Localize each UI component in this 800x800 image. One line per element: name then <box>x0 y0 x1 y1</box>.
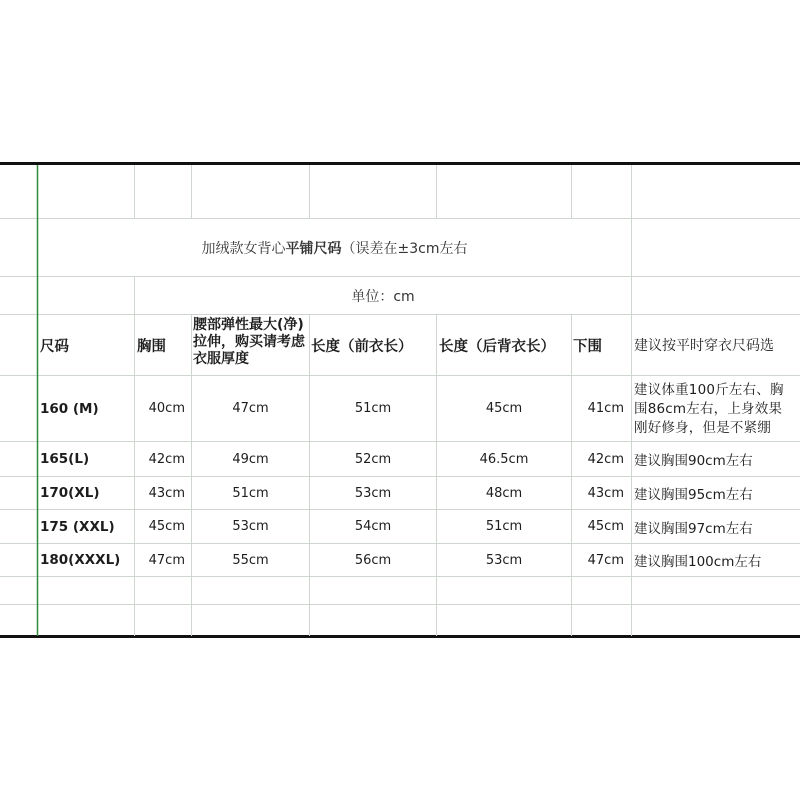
row4-hem: 45cm <box>587 519 624 534</box>
row3-chest: 43cm <box>148 485 185 501</box>
unit-label: 单位：cm <box>351 288 415 305</box>
row5-waist: 55cm <box>232 552 269 568</box>
row2-waist: 49cm <box>232 451 269 467</box>
row2-advice: 建议胸围90cm左右 <box>634 453 753 469</box>
row2-size: 165(L) <box>40 451 90 467</box>
row1-hem: 41cm <box>587 401 624 416</box>
row2-front: 52cm <box>354 451 392 467</box>
row1-waist: 47cm <box>232 401 269 416</box>
row5-advice: 建议胸围100cm左右 <box>634 554 762 570</box>
row5-chest: 47cm <box>148 552 185 568</box>
header-chest: 胸围 <box>137 338 166 355</box>
row3-front: 53cm <box>354 485 392 501</box>
row1-front: 51cm <box>354 401 392 416</box>
row1-back: 45cm <box>485 401 523 416</box>
title-suffix: （误差在±3cm左右 <box>341 240 468 257</box>
row1-size: 160 (M) <box>40 400 99 417</box>
row2-back: 46.5cm <box>479 451 529 467</box>
header-front-length: 长度（前衣长） <box>311 338 413 355</box>
row3-waist: 51cm <box>232 485 269 501</box>
row3-size: 170(XL) <box>40 485 100 501</box>
header-waist: 腰部弹性最大(净)拉伸，购买请考虑衣服厚度 <box>193 317 305 367</box>
row3-hem: 43cm <box>587 485 624 501</box>
table-title <box>38 219 631 276</box>
row3-back: 48cm <box>485 485 523 501</box>
title-prefix: 加绒款女背心 <box>201 240 286 257</box>
row5-hem: 47cm <box>587 552 624 568</box>
row3-advice: 建议胸围95cm左右 <box>634 487 753 503</box>
title-bold: 平铺尺码 <box>285 240 342 257</box>
row4-front: 54cm <box>354 519 392 534</box>
row2-chest: 42cm <box>148 451 185 467</box>
row5-size: 180(XXXL) <box>40 552 121 568</box>
row5-back: 53cm <box>485 552 523 568</box>
row1-advice: 建议体重100斤左右、胸围86cm左右，上身效果刚好修身，但是不紧绷 <box>634 381 784 436</box>
row4-advice: 建议胸围97cm左右 <box>634 520 753 537</box>
row5-front: 56cm <box>354 552 392 568</box>
row4-size: 175 (XXL) <box>40 518 115 535</box>
row4-waist: 53cm <box>232 519 269 534</box>
row2-hem: 42cm <box>587 451 624 467</box>
row1-chest: 40cm <box>148 401 185 416</box>
header-size: 尺码 <box>40 338 69 355</box>
header-advice: 建议按平时穿衣尺码选 <box>634 338 774 354</box>
row4-back: 51cm <box>485 519 523 534</box>
header-hem: 下围 <box>573 338 602 355</box>
row4-chest: 45cm <box>148 519 185 534</box>
header-back-length: 长度（后背衣长） <box>439 338 555 355</box>
